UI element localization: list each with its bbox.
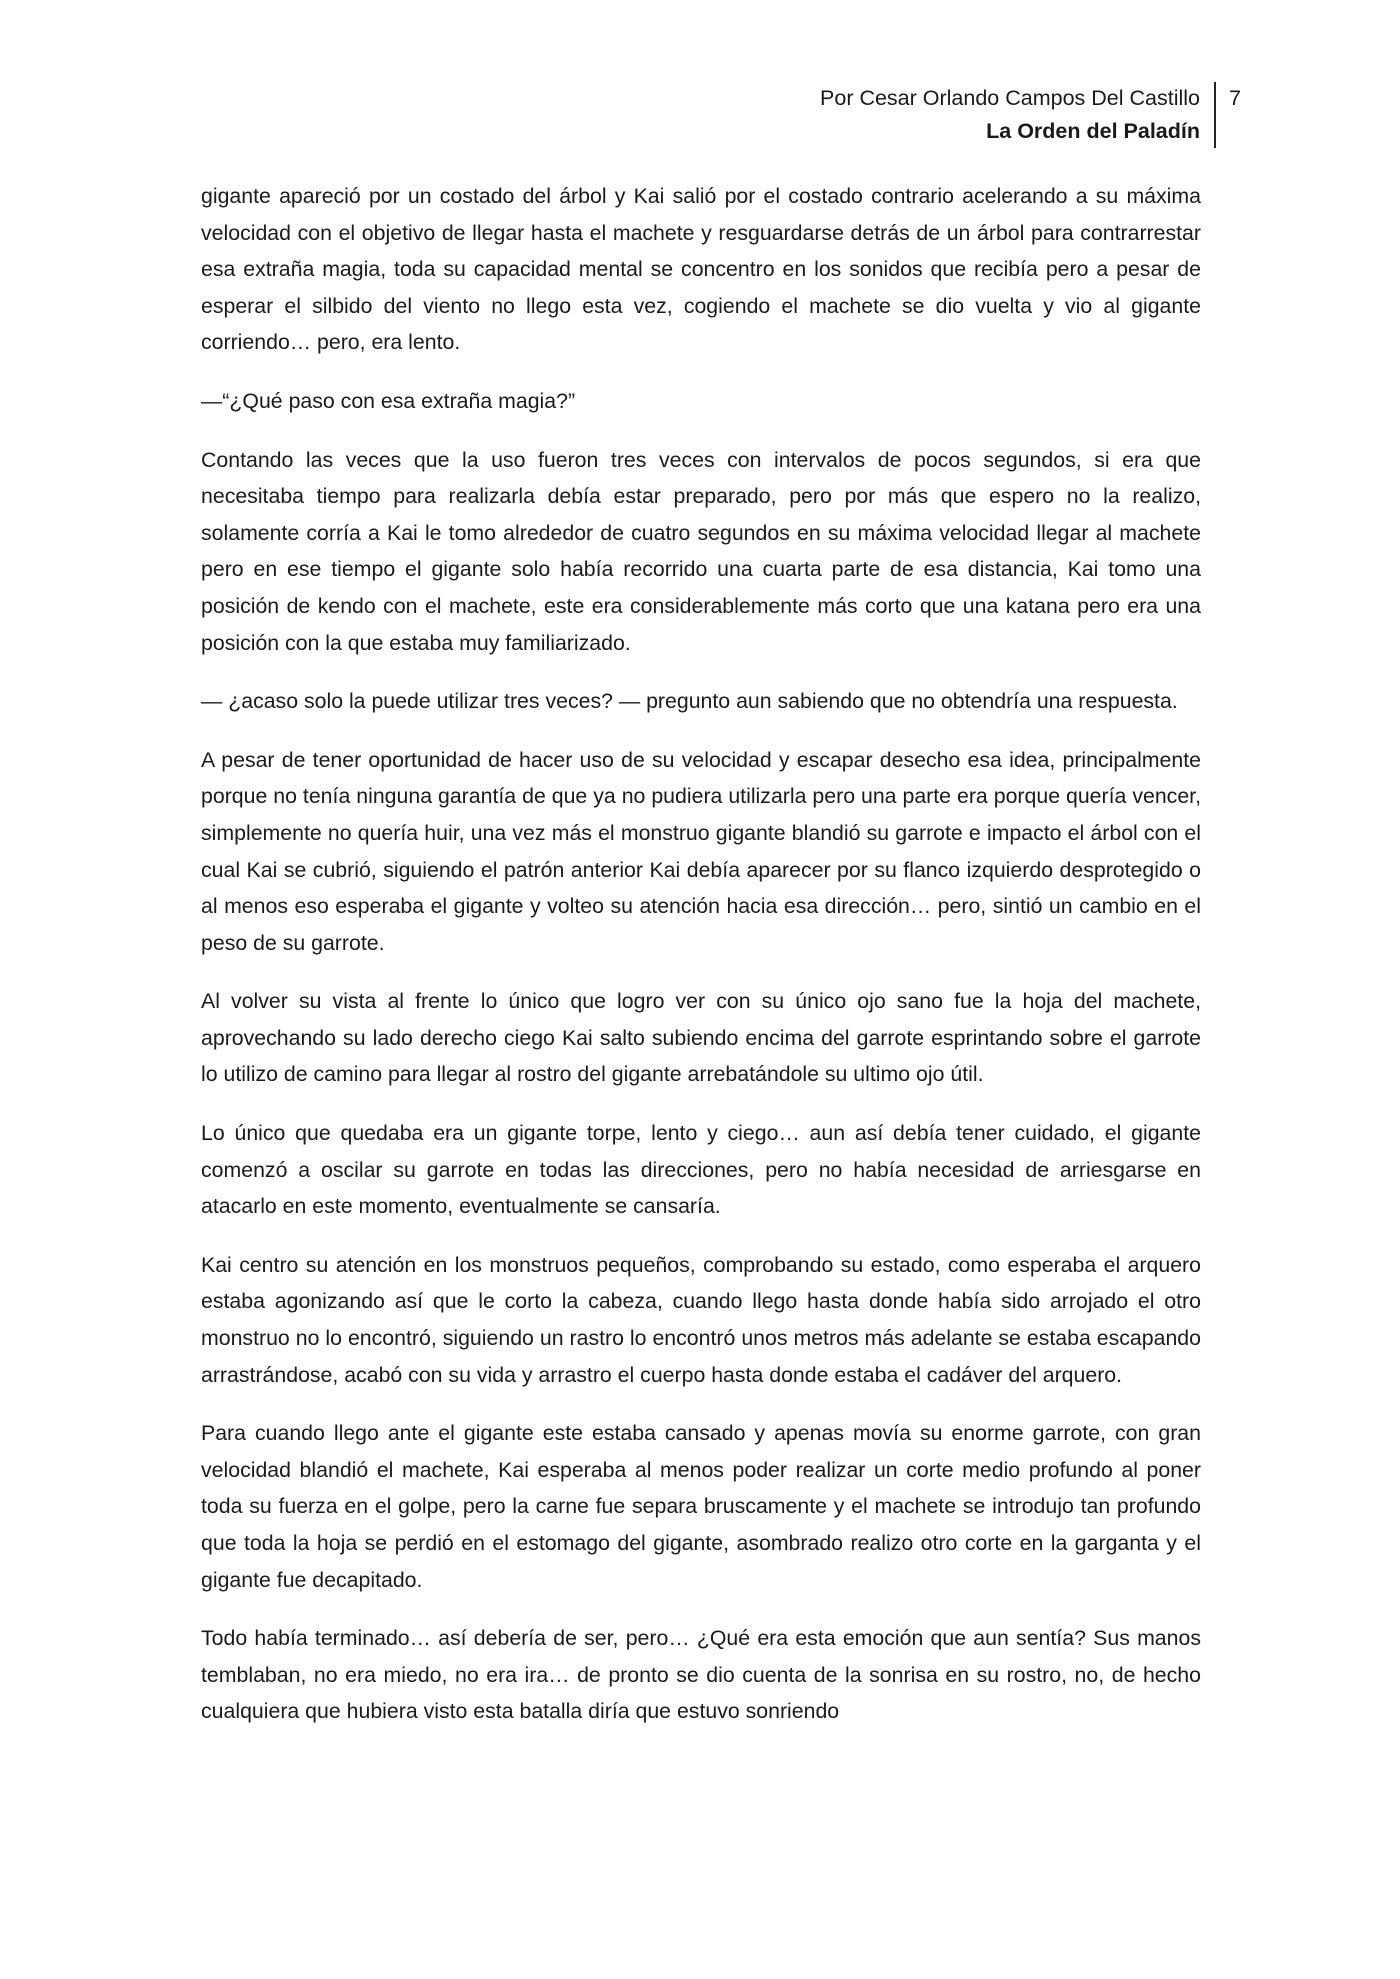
paragraph: Todo había terminado… así debería de ser, pero… ¿Qué era esta emoción que aun sentía? Sus manos temblaban, no era miedo, no era ira… de pronto se dio cuenta de la sonrisa en su rostro, no, de hecho cualquiera que hubiera visto esta batalla diría que estuvo sonriendo [201,1626,1201,1724]
header-author: Por Cesar Orlando Campos Del Castillo [820,86,1200,110]
paragraph: Contando las veces que la uso fueron tres veces con intervalos de pocos segundos, si era que necesitaba tiempo para realizarla debía estar preparado, pero por más que espero no la realizo, solamente corría a Kai le tomo alrededor de cuatro segundos en su máxima velocidad llegar al machete pero en ese tiempo el gigante solo había recorrido una cuarta parte de esa distancia, Kai tomo una posición de kendo con el machete, este era considerablemente más corto que una katana pero era una posición con la que estaba muy familiarizado. [201,447,1201,655]
paragraph: Lo único que quedaba era un gigante torpe, lento y ciego… aun así debía tener cuidado, el gigante comenzó a oscilar su garrote en todas las direcciones, pero no había necesidad de arriesgarse en atacarlo en este momento, eventualmente se cansaría. [201,1121,1201,1219]
dialog-line: —“¿Qué paso con esa extraña magia?” [201,388,576,413]
page-body [201,178,1201,1752]
header-book-title: La Orden del Paladín [986,119,1200,143]
paragraph: Para cuando llego ante el gigante este estaba cansado y apenas movía su enorme garrote, con gran velocidad blandió el machete, Kai esperaba al menos poder realizar un corte medio profundo al poner toda su fuerza en el golpe, pero la carne fue separa bruscamente y el machete se introdujo tan profundo que toda la hoja se perdió en el estomago del gigante, asombrado realizo otro corte en la garganta y el gigante fue decapitado. [201,1421,1201,1592]
paragraph: A pesar de tener oportunidad de hacer uso de su velocidad y escapar desecho esa idea, principalmente porque no tenía ninguna garantía de que ya no pudiera utilizarla pero una parte era porque quería vencer, simplemente no quería huir, una vez más el monstruo gigante blandió su garrote e impacto el árbol con el cual Kai se cubrió, siguiendo el patrón anterior Kai debía aparecer por su flanco izquierdo desprotegido o al menos eso esperaba el gigante y volteo su atención hacia esa dirección… pero, sintió un cambio en el peso de su garrote. [201,747,1201,955]
paragraph: Al volver su vista al frente lo único que logro ver con su único ojo sano fue la hoja del machete, aprovechando su lado derecho ciego Kai salto subiendo encima del garrote esprintando sobre el garrote lo utilizo de camino para llegar al rostro del gigante arrebatándole su ultimo ojo útil. [201,989,1201,1087]
paragraph: Kai centro su atención en los monstruos pequeños, comprobando su estado, como esperaba el arquero estaba agonizando así que le corto la cabeza, cuando llego hasta donde había sido arrojado el otro monstruo no lo encontró, siguiendo un rastro lo encontró unos metros más adelante se estaba escapando arrastrándose, acabó con su vida y arrastro el cuerpo hasta donde estaba el cadáver del arquero. [201,1252,1201,1387]
paragraph: gigante apareció por un costado del árbol y Kai salió por el costado contrario acelerando a su máxima velocidad con el objetivo de llegar hasta el machete y resguardarse detrás de un árbol para contrarrestar esa extraña magia, toda su capacidad mental se concentro en los sonidos que recibía pero a pesar de esperar el silbido del viento no llego esta vez, cogiendo el machete se dio vuelta y vio al gigante corriendo… pero, era lento. [201,184,1201,355]
page-header [820,82,1216,148]
dialog-line: — ¿acaso solo la puede utilizar tres veces? — pregunto aun sabiendo que no obtendría una respuesta. [201,689,1178,714]
page-number: 7 [1229,86,1241,110]
